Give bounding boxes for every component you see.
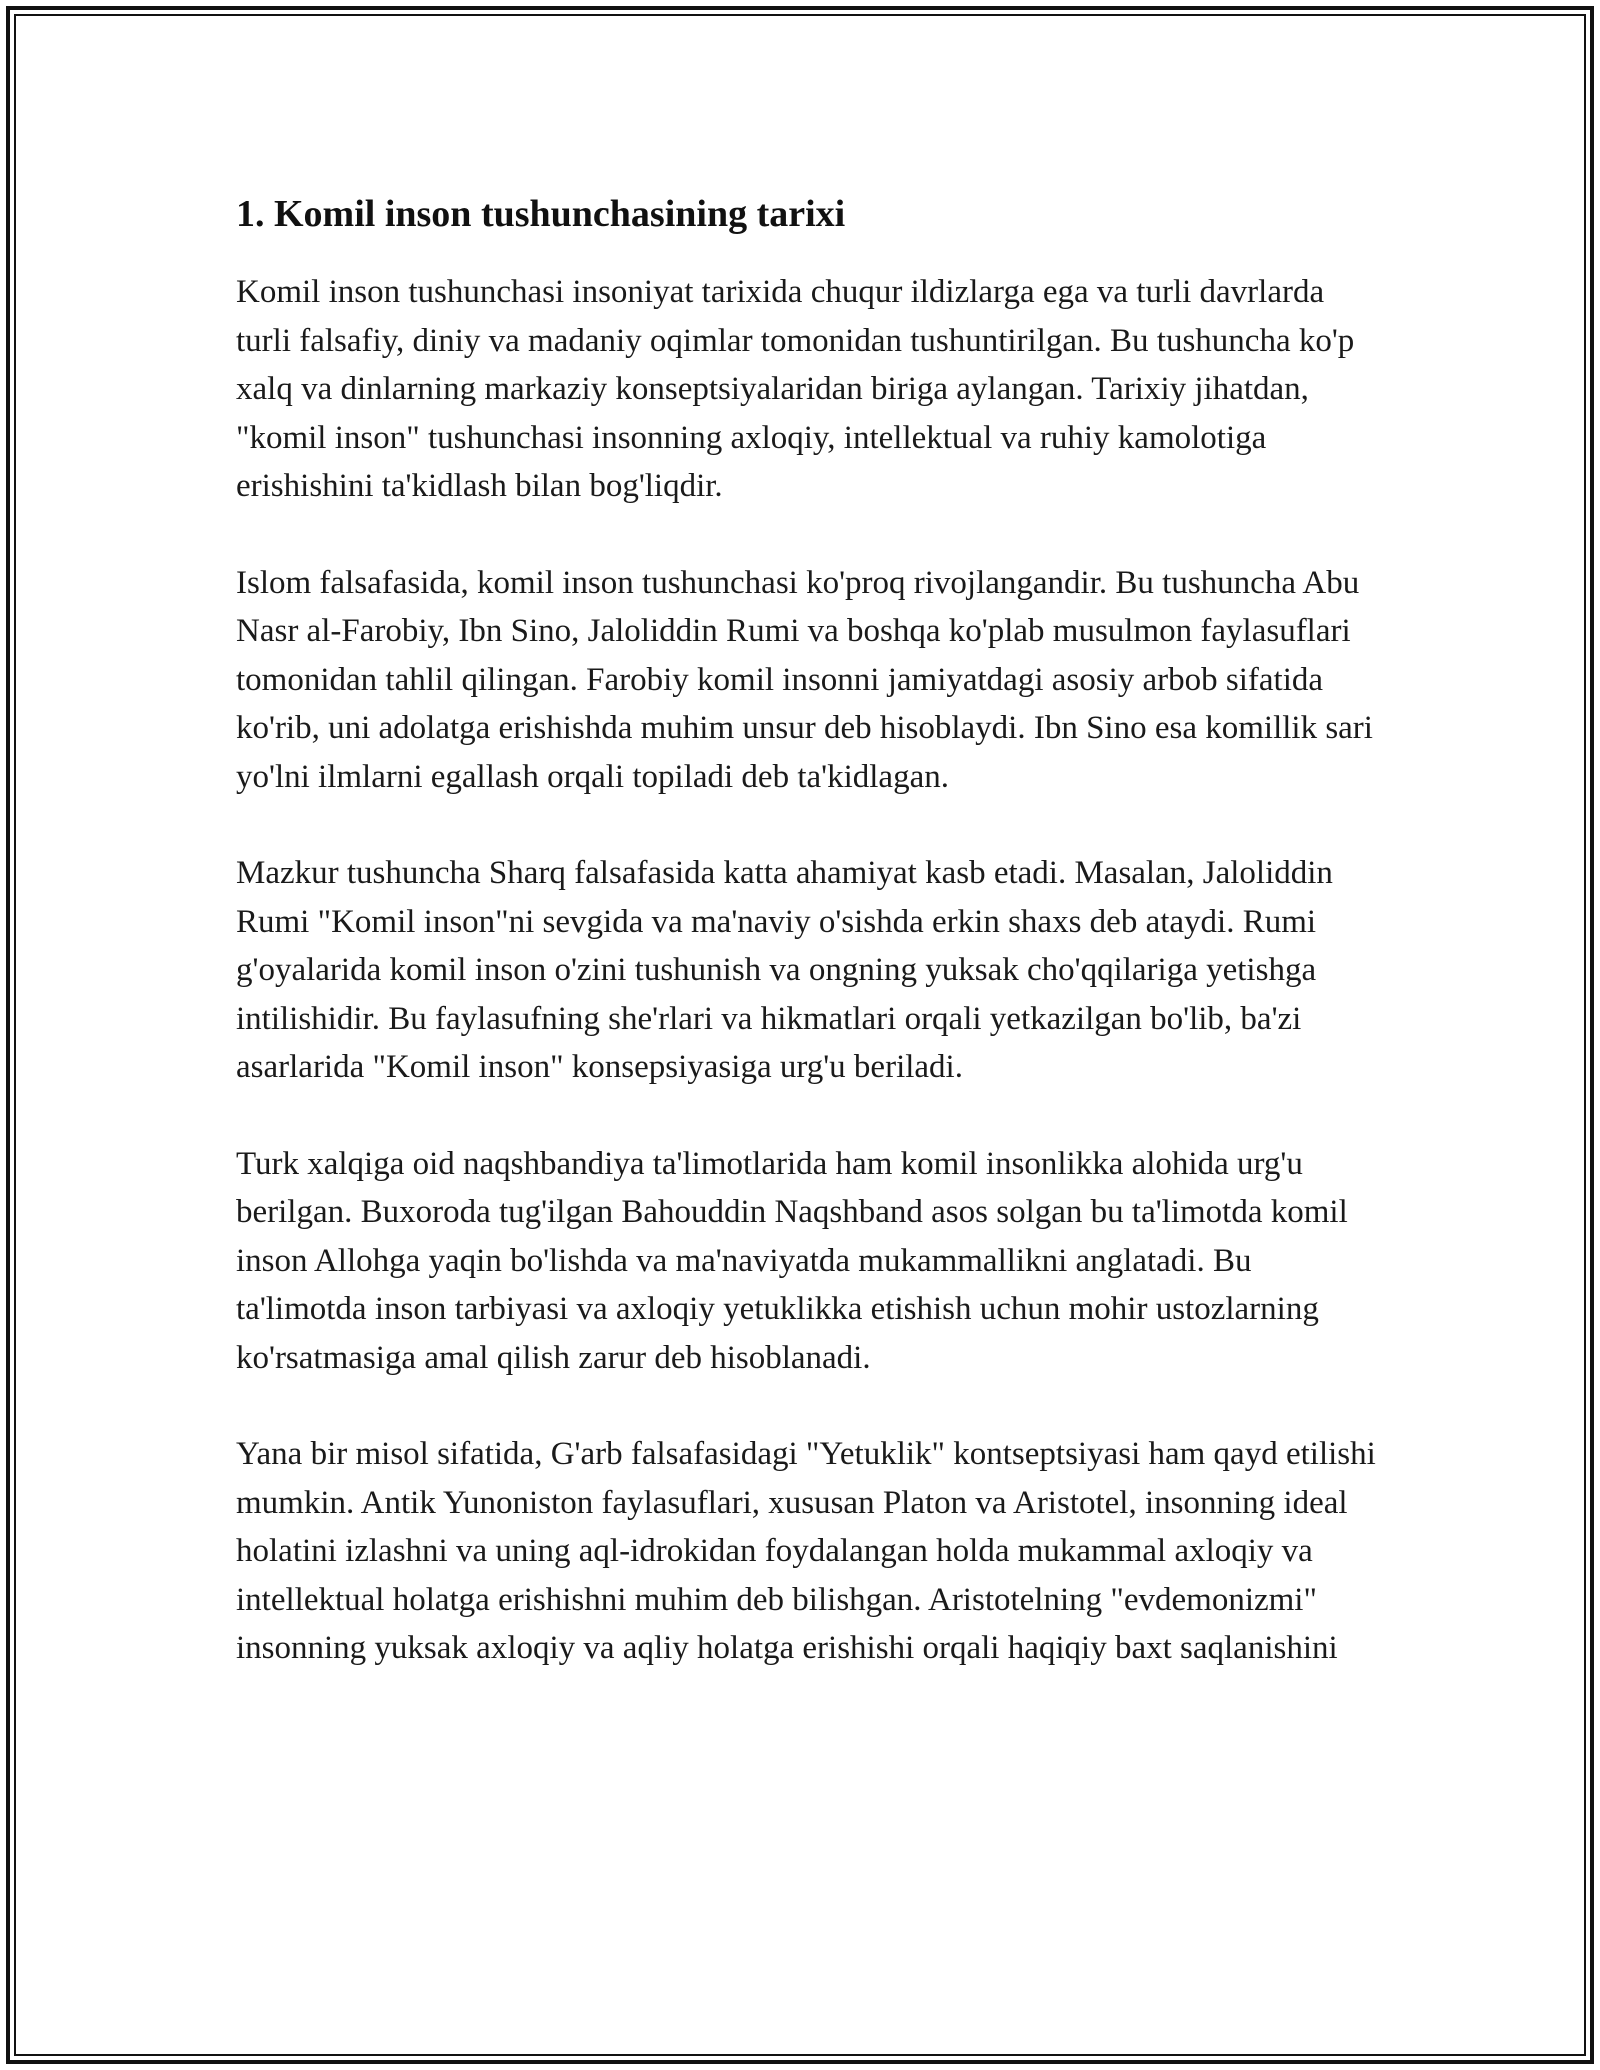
section-title: 1. Komil inson tushunchasining tarixi bbox=[236, 193, 846, 235]
paragraph-western-philosophy: Yana bir misol sifatida, G'arb falsafasidagi "Yetuklik" kontseptsiyasi ham qayd etilishi mumkin. Antik Yunoniston faylasuflari, xususan Platon va Aristotel, insonning ideal holatini izlashni va uning aql-idrokidan foydalangan holda mukammal axloqiy va intellektual holatga erishishni muhim deb bilishgan. Aristotelning "evdemonizmi" insonning yuksak axloqiy va aqliy holatga erishishi orqali haqiqiy baxt saqlanishini bbox=[236, 1436, 1376, 1666]
paragraph-history-intro: Komil inson tushunchasi insoniyat tarixida chuqur ildizlarga ega va turli davrlarda turli falsafiy, diniy va madaniy oqimlar tomonidan tushuntirilgan. Bu tushuncha ko'p xalq va dinlarning markaziy konseptsiyalaridan biriga aylangan. Tarixiy jihatdan, "komil inson" tushunchasi insonning axloqiy, intellektual va ruhiy kamolotiga erishishini ta'kidlash bilan bog'liqdir. bbox=[236, 274, 1355, 504]
paragraph-naqshbandiya: Turk xalqiga oid naqshbandiya ta'limotlarida ham komil insonlikka alohida urg'u berilgan. Buxoroda tug'ilgan Bahouddin Naqshband asos solgan bu ta'limotda komil inson Allohga yaqin bo'lishda va ma'naviyatda mukammallikni anglatadi. Bu ta'limotda inson tarbiyasi va axloqiy yetuklikka etishish uchun mohir ustozlarning ko'rsatmasiga amal qilish zarur deb hisoblanadi. bbox=[236, 1145, 1348, 1376]
document-body bbox=[236, 186, 1376, 1721]
paragraph-eastern-philosophy: Mazkur tushuncha Sharq falsafasida katta ahamiyat kasb etadi. Masalan, Jaloliddin Rumi "Komil inson"ni sevgida va ma'naviy o'sishda erkin shaxs deb ataydi. Rumi g'oyalarida komil inson o'zini tushunish va ongning yuksak cho'qqilariga yetishga intilishidir. Bu faylasufning she'rlari va hikmatlari orqali yetkazilgan bo'lib, ba'zi asarlarida "Komil inson" konsepsiyasiga urg'u beriladi. bbox=[236, 855, 1333, 1085]
paragraph-islamic-philosophy: Islom falsafasida, komil inson tushunchasi ko'proq rivojlangandir. Bu tushuncha Abu Nasr al-Farobiy, Ibn Sino, Jaloliddin Rumi va boshqa ko'plab musulmon faylasuflari tomonidan tahlil qilingan. Farobiy komil insonni jamiyatdagi asosiy arbob sifatida ko'rib, uni adolatga erishishda muhim unsur deb hisoblaydi. Ibn Sino esa komillik sari yo'lni ilmlarni egallash orqali topiladi deb ta'kidlagan. bbox=[236, 564, 1373, 795]
